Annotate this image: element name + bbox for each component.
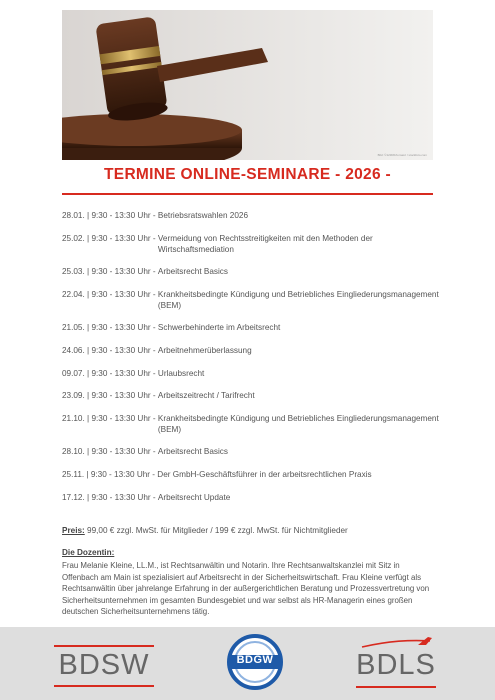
page-title: TERMINE ONLINE-SEMINARE - 2026 -	[104, 166, 391, 183]
event-separator: -	[150, 267, 158, 277]
bdsw-top-bar	[54, 645, 154, 647]
event-time: 9:30 - 13:30 Uhr	[91, 492, 151, 502]
event-row	[62, 413, 442, 435]
event-topic: Arbeitnehmerüberlassung	[157, 345, 252, 355]
event-topic: Krankheitsbedingte Kündigung und Betriebliches Eingliederungsmanagement (BEM)	[157, 289, 439, 310]
event-time: 9:30 - 13:30 Uhr	[91, 267, 151, 277]
event-date: 09.07.	[62, 368, 85, 378]
event-separator: |	[84, 391, 92, 401]
event-row	[62, 492, 442, 503]
event-separator: -	[150, 345, 158, 355]
event-separator: -	[150, 233, 158, 243]
event-row	[62, 266, 442, 277]
event-list	[62, 210, 442, 514]
event-topic: Arbeitsrecht Basics	[157, 267, 228, 277]
bdsw-logo	[54, 641, 154, 691]
event-separator: |	[84, 211, 92, 220]
event-separator: -	[150, 289, 158, 299]
event-date: 25.11.	[62, 469, 85, 479]
title-divider	[62, 193, 433, 195]
price-line	[62, 526, 442, 535]
event-topic: Krankheitsbedingte Kündigung und Betriebliches Eingliederungsmanagement (BEM)	[157, 413, 439, 434]
event-date: 25.02.	[62, 233, 85, 243]
event-separator: -	[150, 469, 158, 479]
event-topic: Der GmbH-Geschäftsführer in der arbeitsrechtlichen Praxis	[157, 469, 372, 479]
event-separator: |	[84, 289, 92, 299]
event-row	[62, 469, 442, 480]
bdgw-logo	[226, 633, 284, 691]
event-row	[62, 390, 442, 401]
event-separator: -	[150, 211, 158, 220]
event-separator: -	[150, 391, 158, 401]
event-row	[62, 446, 442, 457]
event-row	[62, 368, 442, 379]
event-time: 9:30 - 13:30 Uhr	[91, 447, 151, 457]
event-separator: -	[150, 323, 158, 333]
event-separator: |	[84, 345, 92, 355]
event-separator: -	[150, 368, 158, 378]
bdgw-logo-text: BDGW	[236, 654, 274, 666]
event-time: 9:30 - 13:30 Uhr	[91, 345, 151, 355]
event-separator: -	[150, 447, 158, 457]
event-separator: |	[84, 233, 92, 243]
event-date: 21.10.	[62, 413, 85, 423]
event-row	[62, 289, 442, 311]
event-time: 9:30 - 13:30 Uhr	[91, 289, 151, 299]
event-topic: Arbeitsrecht Update	[157, 492, 231, 502]
event-topic: Schwerbehinderte im Arbeitsrecht	[157, 323, 281, 333]
event-time: 9:30 - 13:30 Uhr	[91, 413, 151, 423]
footer-logos	[0, 627, 495, 700]
event-time: 9:30 - 13:30 Uhr	[91, 391, 151, 401]
price-label: Preis:	[62, 526, 85, 535]
image-credit: Bild: ©123RF/tomasz / stockfoto.com	[377, 153, 427, 157]
event-time: 9:30 - 13:30 Uhr	[91, 211, 151, 220]
event-date: 23.09.	[62, 391, 85, 401]
event-separator: |	[84, 413, 92, 423]
event-topic: Urlaubsrecht	[157, 368, 205, 378]
event-topic: Vermeidung von Rechtsstreitigkeiten mit den Methoden der Wirtschaftsmediation	[157, 233, 373, 254]
teacher-bio: Frau Melanie Kleine, LL.M., ist Rechtsanwältin und Notarin. Ihre Rechtsanwaltskanzlei mit Sitz in Offenbach am Main ist spezialisiert auf Arbeitsrecht in der Sicherheitswirtschaft. Frau Kleine verfügt als Rechtsanwältin über jahrelange Erfahrung in der außergerichtlichen Beratung und Prozessvertretung von Sicherheitsunternehmen im gesamten Bundesgebiet und war selbst als HR-Managerin eines großen deutschen Sicherheitsunternehmens tätig.	[62, 561, 430, 617]
event-topic: Arbeitsrecht Basics	[157, 447, 228, 457]
bdsw-logo-text: BDSW	[58, 649, 150, 681]
event-date: 28.01.	[62, 211, 85, 220]
event-separator: -	[150, 492, 158, 502]
event-separator: |	[84, 267, 92, 277]
event-separator: |	[84, 492, 92, 502]
bdsw-bottom-bar	[54, 685, 154, 687]
bdls-logo-text: BDLS	[356, 649, 436, 681]
event-date: 24.06.	[62, 345, 85, 355]
event-topic: Arbeitszeitrecht / Tarifrecht	[157, 391, 255, 401]
event-separator: |	[84, 447, 92, 457]
event-time: 9:30 - 13:30 Uhr	[90, 469, 151, 479]
event-date: 25.03.	[62, 267, 85, 277]
event-date: 17.12.	[62, 492, 85, 502]
event-date: 21.05.	[62, 323, 85, 333]
event-separator: |	[84, 323, 92, 333]
event-row	[62, 345, 442, 356]
event-separator: |	[84, 469, 91, 479]
event-separator: |	[84, 368, 92, 378]
event-time: 9:30 - 13:30 Uhr	[91, 368, 151, 378]
event-time: 9:30 - 13:30 Uhr	[91, 323, 151, 333]
event-time: 9:30 - 13:30 Uhr	[91, 233, 151, 243]
event-row	[62, 233, 442, 255]
event-date: 28.10.	[62, 447, 85, 457]
hero-image	[62, 10, 433, 160]
event-row	[62, 210, 442, 221]
event-date: 22.04.	[62, 289, 85, 299]
bdls-logo	[356, 635, 436, 693]
event-topic: Betriebsratswahlen 2026	[157, 211, 249, 220]
event-row	[62, 322, 442, 333]
teacher-heading: Die Dozentin:	[62, 548, 115, 557]
event-separator: -	[150, 413, 158, 423]
price-text: 99,00 € zzgl. MwSt. für Mitglieder / 199 € zzgl. MwSt. für Nichtmitglieder	[87, 526, 348, 535]
